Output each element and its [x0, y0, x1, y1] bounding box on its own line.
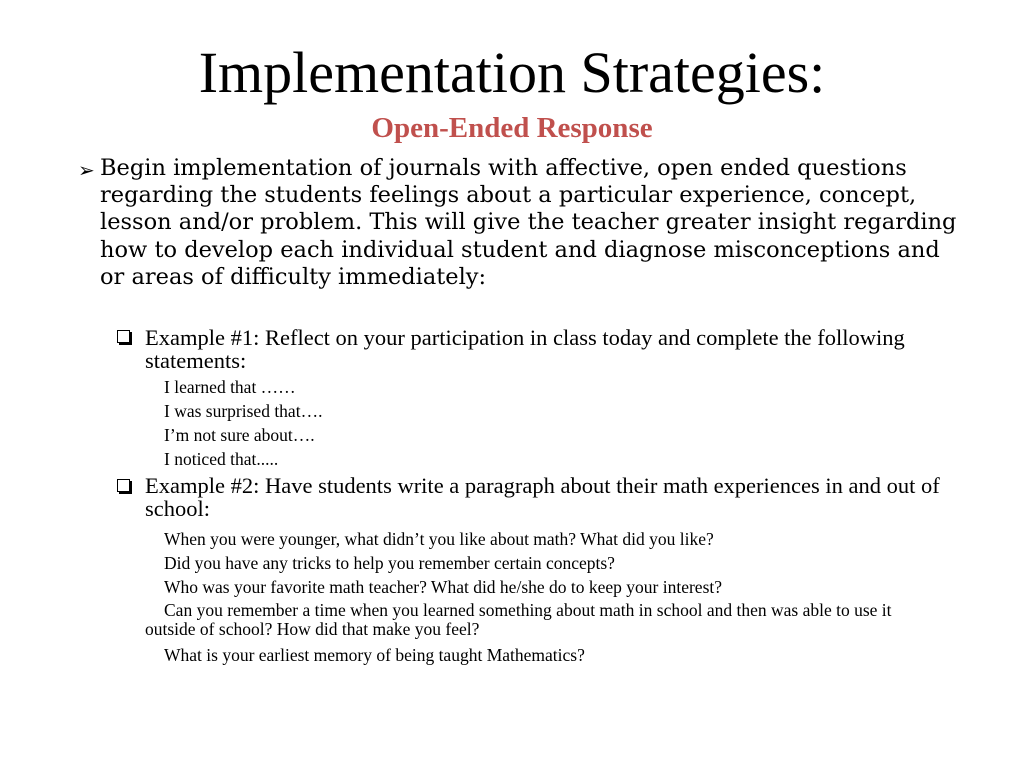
example-1-line: I was surprised that….	[164, 401, 323, 421]
arrow-bullet-icon: ➢	[78, 158, 95, 182]
example-2-line: Can you remember a time when you learned something about math in school and then was able to use it outside of school? How did that make you feel?	[145, 600, 892, 639]
example-1-line: I learned that ……	[164, 377, 296, 397]
main-bullet-text: Begin implementation of journals with affective, open ended questions regarding the students feelings about a particular experience, concept, lesson and/or problem. This will give the teacher greater insight regarding how to develop each individual student and diagnose misconceptions and or areas of difficulty immediately:	[100, 155, 957, 290]
slide-subtitle: Open-Ended Response	[371, 112, 653, 144]
example-1-line: I’m not sure about….	[164, 425, 315, 445]
slide-title: Implementation Strategies:	[198, 40, 826, 105]
example-2-line: What is your earliest memory of being taught Mathematics?	[164, 645, 585, 665]
example-2-line: When you were younger, what didn’t you like about math? What did you like?	[164, 529, 714, 549]
example-2-line: Did you have any tricks to help you remember certain concepts?	[164, 553, 615, 573]
example-2-text: Example #2: Have students write a paragraph about their math experiences in and out of school:	[145, 473, 940, 521]
example-2-line: Who was your favorite math teacher? What did he/she do to keep your interest?	[164, 577, 723, 597]
checkbox-bullet-icon	[117, 330, 130, 343]
example-1-line: I noticed that.....	[164, 449, 279, 469]
example-1-text: Example #1: Reflect on your participation in class today and complete the following statements:	[145, 325, 905, 373]
checkbox-bullet-icon	[117, 479, 130, 492]
